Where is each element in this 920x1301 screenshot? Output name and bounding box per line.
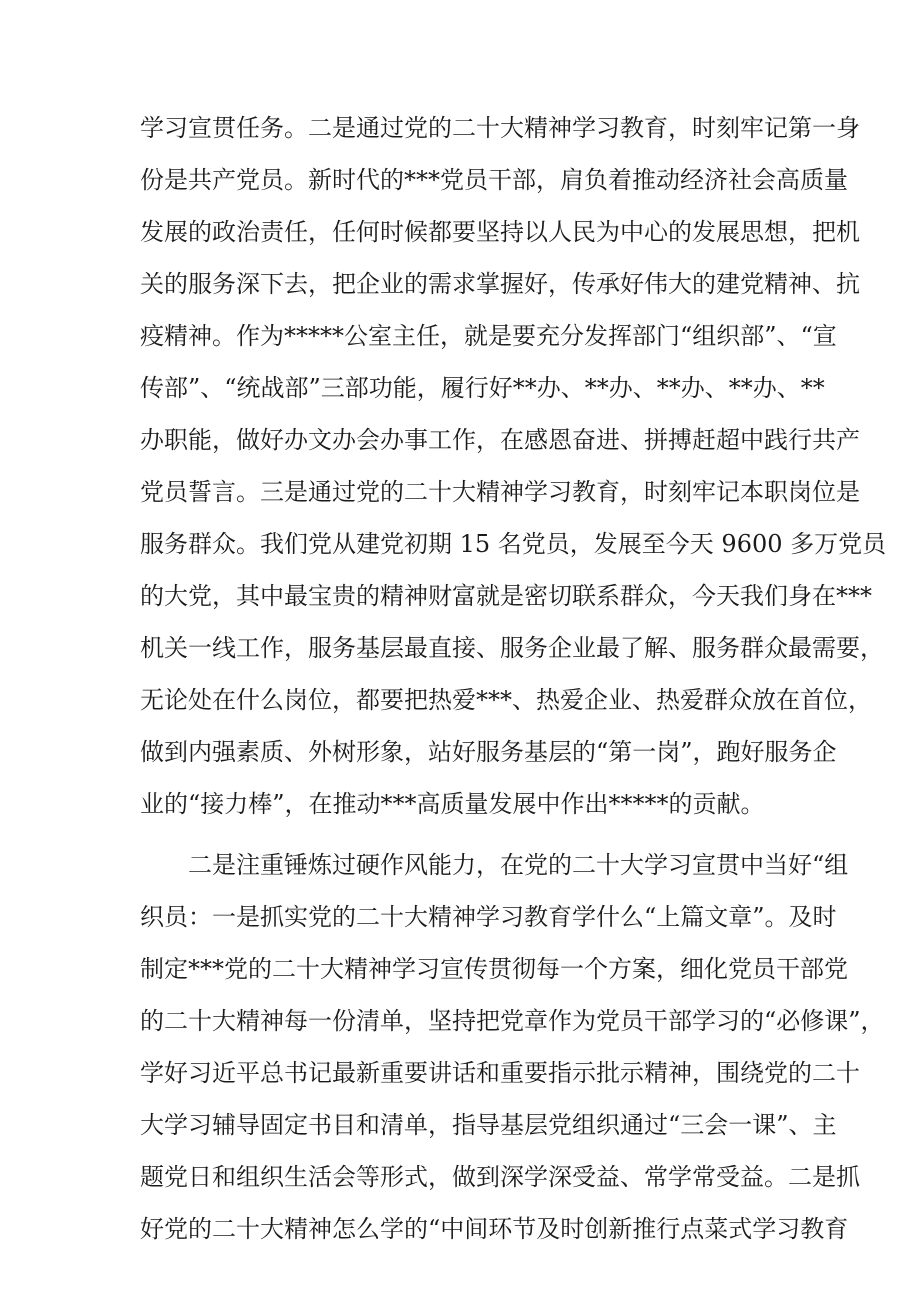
text-line: 传部”、“统战部”三部功能，履行好**办、**办、**办、**办、** — [140, 374, 825, 402]
text-line: 学好习近平总书记最新重要讲话和重要指示批示精神，围绕党的二十 — [140, 1059, 860, 1087]
text-line: 学习宣贯任务。二是通过党的二十大精神学习教育，时刻牢记第一身 — [140, 114, 860, 142]
text-line: 服务群众。我们党从建党初期 15 名党员，发展至今天 9600 多万党员 — [140, 530, 887, 558]
text-line: 办职能，做好办文办会办事工作，在感恩奋进、拼搏赶超中践行共产 — [140, 426, 860, 454]
text-line: 机关一线工作，服务基层最直接、服务企业最了解、服务群众最需要， — [140, 634, 884, 662]
text-line: 业的“接力棒”，在推动***高质量发展中作出*****的贡献。 — [140, 790, 765, 818]
text-line: 党员誓言。三是通过党的二十大精神学习教育，时刻牢记本职岗位是 — [140, 478, 860, 506]
text-line: 织员：一是抓实党的二十大精神学习教育学什么“上篇文章”。及时 — [140, 903, 837, 931]
text-line: 关的服务深下去，把企业的需求掌握好，传承好伟大的建党精神、抗 — [140, 270, 860, 298]
text-line: 疫精神。作为*****公室主任，就是要充分发挥部门“组织部”、“宣 — [140, 322, 837, 350]
text-line: 的大党，其中最宝贵的精神财富就是密切联系群众，今天我们身在*** — [140, 582, 872, 610]
text-line: 无论处在什么岗位，都要把热爱***、热爱企业、热爱群众放在首位， — [140, 686, 872, 714]
text-line: 制定***党的二十大精神学习宣传贯彻每一个方案，细化党员干部党 — [140, 955, 848, 983]
text-line: 题党日和组织生活会等形式，做到深学深受益、常学常受益。二是抓 — [140, 1163, 860, 1191]
text-line: 好党的二十大精神怎么学的“中间环节及时创新推行点菜式学习教育 — [140, 1215, 849, 1243]
text-line: 大学习辅导固定书目和清单，指导基层党组织通过“三会一课”、主 — [140, 1111, 837, 1139]
text-line: 的二十大精神每一份清单，坚持把党章作为党员干部学习的“必修课”， — [140, 1007, 885, 1035]
text-line: 份是共产党员。新时代的***党员干部，肩负着推动经济社会高质量 — [140, 166, 848, 194]
text-line: 二是注重锤炼过硬作风能力，在党的二十大学习宣贯中当好“组 — [188, 851, 849, 879]
text-line: 做到内强素质、外树形象，站好服务基层的“第一岗”，跑好服务企 — [140, 738, 837, 766]
text-line: 发展的政治责任，任何时候都要坚持以人民为中心的发展思想，把机 — [140, 218, 860, 246]
